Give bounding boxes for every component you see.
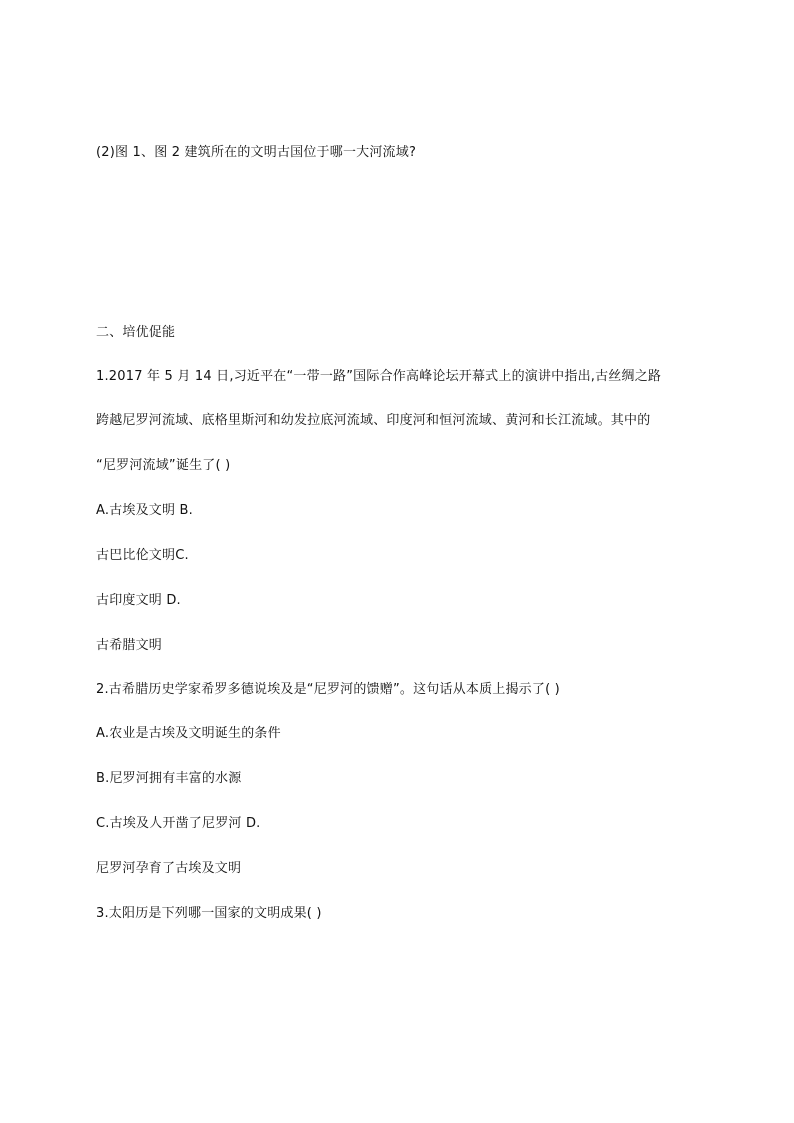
question-3-stem: 3.太阳历是下列哪一国家的文明成果( ) xyxy=(96,906,322,921)
question-1-option-d: 古希腊文明 xyxy=(96,638,163,653)
question-1-option-b: 古巴比伦文明C. xyxy=(96,548,189,563)
section-heading: 二、培优促能 xyxy=(96,325,176,340)
question-1-line-1: 1.2017 年 5 月 14 日,习近平在“一带一路”国际合作高峰论坛开幕式上的演讲中指出,古丝绸之路 xyxy=(96,369,662,384)
question-2-option-a: A.农业是古埃及文明诞生的条件 xyxy=(96,726,281,741)
question-1-option-c: 古印度文明 D. xyxy=(96,593,181,608)
question-2-option-b: B.尼罗河拥有丰富的水源 xyxy=(96,771,242,786)
question-1-line-2: 跨越尼罗河流域、底格里斯河和幼发拉底河流域、印度河和恒河流域、黄河和长江流域。其中的 xyxy=(96,413,651,428)
question-1-line-3: “尼罗河流域”诞生了( ) xyxy=(96,458,231,473)
question-2-stem: 2.古希腊历史学家希罗多德说埃及是“尼罗河的馈赠”。这句话从本质上揭示了( ) xyxy=(96,682,560,697)
question-2-option-d: 尼罗河孕育了古埃及文明 xyxy=(96,861,242,876)
question-part-2: (2)图 1、图 2 建筑所在的文明古国位于哪一大河流域? xyxy=(96,145,417,160)
question-1-option-a: A.古埃及文明 B. xyxy=(96,503,193,518)
question-2-option-c: C.古埃及人开凿了尼罗河 D. xyxy=(96,816,261,831)
